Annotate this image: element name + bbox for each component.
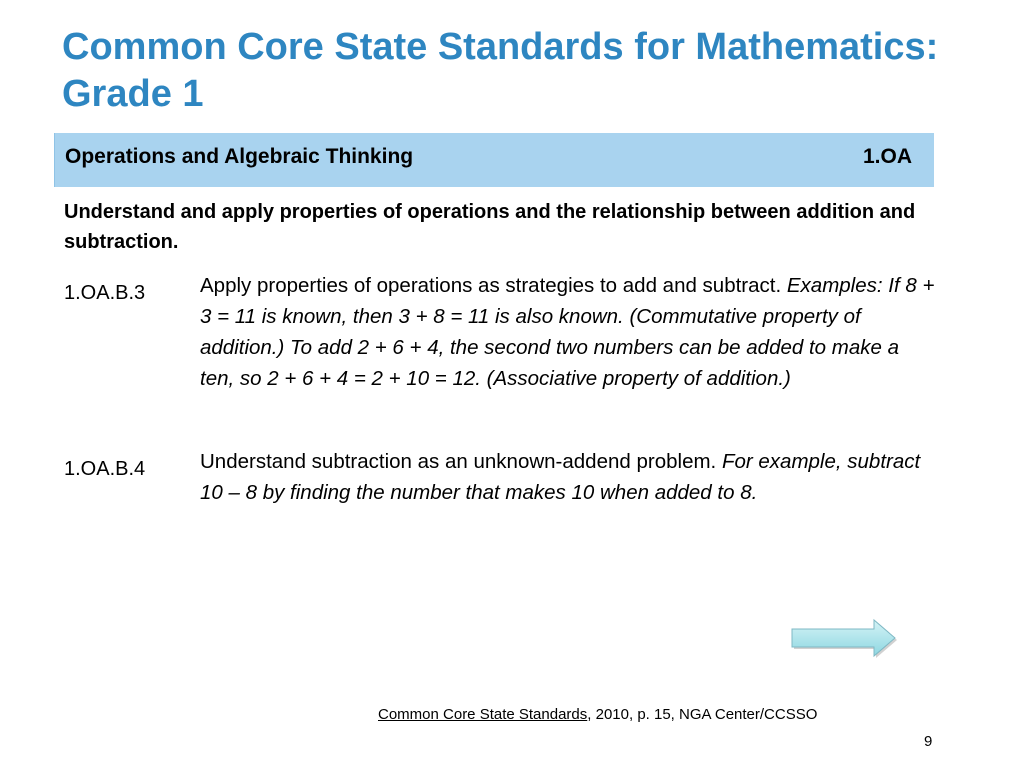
- standard-code: 1.OA.B.4: [64, 458, 146, 480]
- domain-code: 1.OA: [862, 145, 912, 168]
- standard-text: Apply properties of operations as strategies to add and subtract.: [200, 274, 787, 297]
- domain-name: Operations and Algebraic Thinking: [65, 145, 414, 168]
- cluster-heading: Understand and apply properties of operations and the relationship between addition and subtraction.: [64, 201, 916, 253]
- slide-title: Common Core State Standards for Mathematics: Grade 1: [62, 26, 939, 115]
- citation: [378, 706, 817, 723]
- citation-details: , 2010, p. 15, NGA Center/CCSSO: [587, 706, 818, 723]
- standard-code: 1.OA.B.3: [64, 282, 146, 304]
- standard-example: Examples: If 8 + 3 = 11 is known, then 3 + 8 = 11 is also known. (Commutative property of addition.) To add 2 + 6 + 4, the second two numbers can be added to make a ten, so 2 + 6 + 4 = 2 + 10 = 12. (Associative property of addition.): [200, 274, 935, 390]
- standard-description: [200, 446, 935, 508]
- standard-text: Understand subtraction as an unknown-addend problem.: [200, 450, 722, 473]
- standard-example: For example, subtract 10 – 8 by finding the number that makes 10 when added to 8.: [200, 450, 921, 504]
- domain-header-bar: [54, 133, 934, 187]
- standard-description: [200, 270, 935, 394]
- page-number: 9: [924, 733, 933, 750]
- citation-link[interactable]: Common Core State Standards: [378, 706, 588, 723]
- next-arrow-icon[interactable]: [788, 616, 900, 660]
